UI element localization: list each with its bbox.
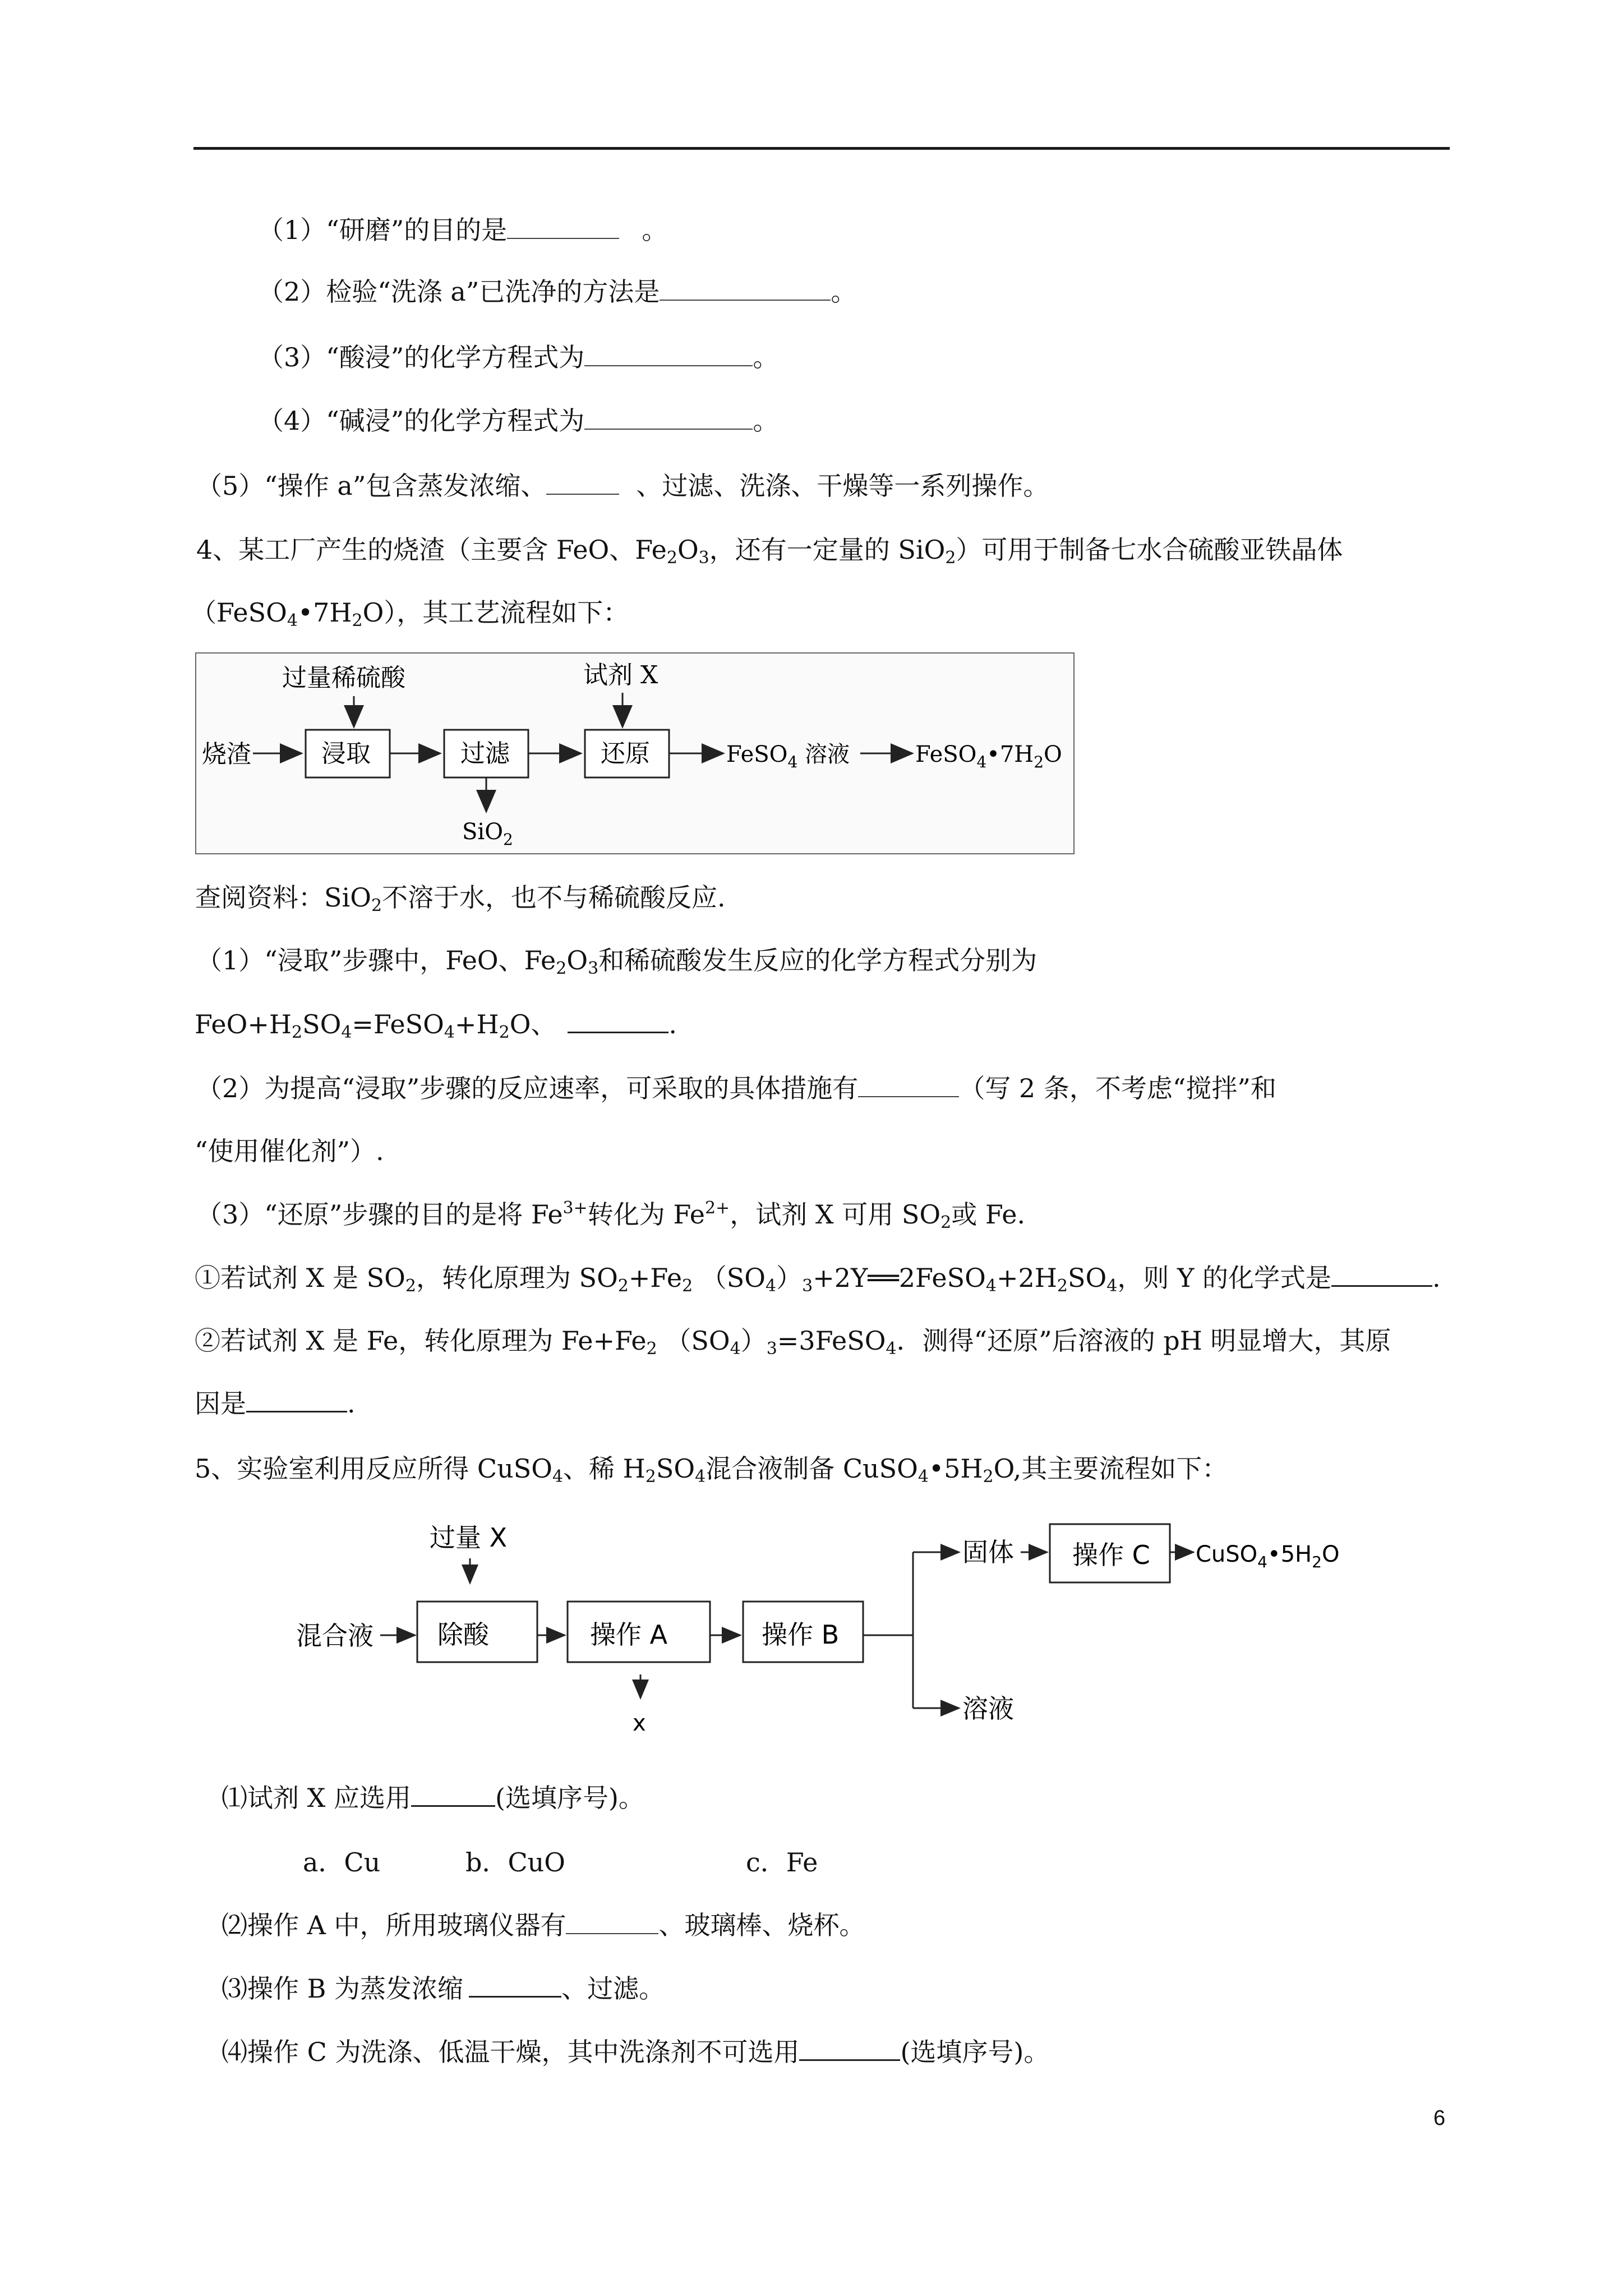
flow-start: 烧渣 <box>202 740 251 769</box>
flow-output: FeSO$_4$ 溶液 <box>726 742 850 771</box>
answer-blank[interactable] <box>566 1911 658 1934</box>
answer-blank[interactable] <box>507 215 619 239</box>
q4-case-2-line2: 因是 . <box>195 1388 356 1419</box>
reagent-label: 过量 X <box>430 1522 508 1553</box>
q4-case-2: ②若试剂 X 是 Fe，转化原理为 $Fe+Fe_2$ $(SO_4)_3=3FeSO_4$．测得“还原”后溶液的 pH 明显增大，其原 <box>195 1326 1391 1359</box>
q5-option-a: a．Cu <box>303 1847 381 1878</box>
q5-sub-1: ⑴试剂 X 应选用 (选填序号)。 <box>222 1783 644 1813</box>
svg-text:操作 A: 操作 A <box>590 1619 668 1650</box>
reagent-label: 试剂 X <box>583 661 658 689</box>
reagent-label: 过量稀硫酸 <box>282 664 405 692</box>
page-number: 6 <box>1433 2106 1446 2130</box>
svg-text:操作 C: 操作 C <box>1072 1540 1150 1570</box>
header-rule <box>193 147 1450 150</box>
byproduct-label: SiO$_2$ <box>462 819 513 849</box>
branch-solution: 溶液 <box>962 1694 1014 1724</box>
q4-intro: 4、某工厂产生的烧渣（主要含 FeO、$Fe_2O_3$，还有一定量的 SiO$_2$）可用于制备七水合硫酸亚铁晶体 <box>196 535 1343 568</box>
q5-sub-3: ⑶操作 B 为蒸发浓缩 、过滤。 <box>222 1973 665 2004</box>
q3-item-4: （4）“碱浸”的化学方程式为 。 <box>258 406 779 436</box>
answer-blank[interactable] <box>469 1973 561 1998</box>
q3-item-3: （3）“酸浸”的化学方程式为 。 <box>258 342 779 372</box>
q4-case-1: ①若试剂 X 是 $SO_2$，转化原理为 $SO_2+Fe_2$ $(SO_4)_3+2Y══2FeSO_4+2H_2SO_4$，则 Y 的化学式是 . <box>195 1263 1441 1296</box>
answer-blank[interactable] <box>858 1074 959 1097</box>
q3-item-5: （5）“操作 a”包含蒸发浓缩、 、过滤、洗涤、干燥等一系列操作。 <box>196 471 1049 501</box>
q3-item-1: （1）“研磨”的目的是 。 <box>258 215 668 245</box>
q4-sub-1-equation: $FeO+H_2SO_4=FeSO_4+H_2O$、 . <box>195 1009 677 1042</box>
answer-blank[interactable] <box>411 1783 495 1807</box>
q4-sub-2: （2）为提高“浸取”步骤的反应速率，可采取的具体措施有 （写 2 条，不考虑“搅拌”和 <box>196 1073 1276 1103</box>
svg-text:浸取: 浸取 <box>321 739 371 768</box>
q4-sub-2-line2: “使用催化剂”）. <box>195 1136 384 1166</box>
q5-intro: 5、实验室利用反应所得 CuSO$_4$、稀 $H_2SO_4$混合液制备 $CuSO_4•5H_2O$,其主要流程如下： <box>195 1453 1228 1487</box>
q5-sub-4: ⑷操作 C 为洗涤、低温干燥，其中洗涤剂不可选用 (选填序号)。 <box>222 2037 1050 2067</box>
answer-blank[interactable] <box>1331 1263 1432 1287</box>
waste-label: x <box>633 1710 646 1736</box>
q4-sub-3: （3）“还原”步骤的目的是将 $Fe^{3+}$转化为 $Fe^{2+}$，试剂 X 可用 $SO_2$或 Fe. <box>196 1198 1026 1232</box>
answer-blank[interactable] <box>584 406 753 430</box>
answer-blank[interactable] <box>246 1388 347 1412</box>
q4-note: 查阅资料：SiO$_2$不溶于水，也不与稀硫酸反应. <box>195 882 726 915</box>
answer-blank[interactable] <box>568 1009 668 1033</box>
q5-sub-2: ⑵操作 A 中，所用玻璃仪器有 、玻璃棒、烧杯。 <box>222 1910 865 1940</box>
svg-text:除酸: 除酸 <box>437 1619 489 1650</box>
svg-text:操作 B: 操作 B <box>762 1619 840 1650</box>
answer-blank[interactable] <box>546 471 619 495</box>
q3-item-2: （2）检验“洗涤 a”已洗净的方法是 。 <box>258 277 857 307</box>
answer-blank[interactable] <box>799 2037 900 2061</box>
flow-product: $FeSO_4•7H_2O$ <box>915 742 1062 771</box>
svg-text:还原: 还原 <box>601 739 650 768</box>
branch-solid: 固体 <box>962 1537 1014 1567</box>
q5-option-c: c．Fe <box>746 1847 818 1878</box>
svg-text:过滤: 过滤 <box>460 739 510 768</box>
flow-product: $CuSO_4•5H_2O$ <box>1196 1542 1340 1571</box>
q4-flowchart <box>195 652 1076 855</box>
flow-start: 混合液 <box>296 1621 374 1651</box>
answer-blank[interactable] <box>660 277 831 301</box>
q5-flowchart <box>292 1515 1391 1756</box>
q4-sub-1: （1）“浸取”步骤中，FeO、$Fe_2O_3$和稀硫酸发生反应的化学方程式分别为 <box>196 945 1038 978</box>
q5-option-b: b．CuO <box>465 1847 565 1878</box>
q4-intro-2: $(FeSO_4•7H_2O)$，其工艺流程如下： <box>191 597 629 631</box>
answer-blank[interactable] <box>584 343 753 366</box>
